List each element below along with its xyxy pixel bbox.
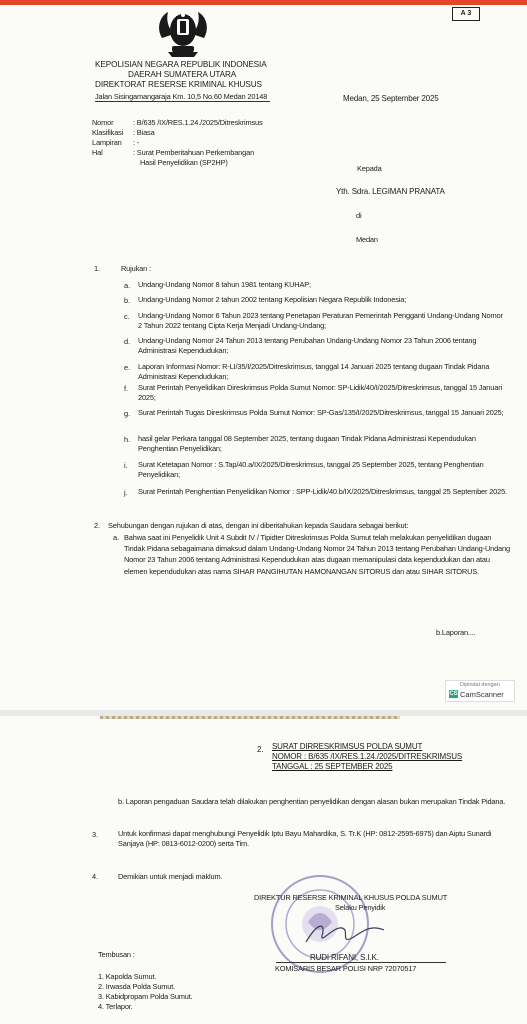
rujukan-bullet: h. — [124, 435, 131, 444]
rujukan-item: Undang-Undang Nomor 2 tahun 2002 tentang Kepolisian Negara Republik Indonesia; — [138, 295, 407, 304]
rujukan-bullet: j. — [124, 488, 128, 497]
torn-edge — [100, 716, 400, 719]
ref-header-line3: TANGGAL : 25 SEPTEMBER 2025 — [272, 762, 393, 771]
header-address: Jalan Sisingamangaraja Km. 10,5 No.60 Medan 20148 — [95, 92, 268, 101]
hal-value: : Surat Pemberitahuan Perkembangan — [133, 148, 255, 157]
signatory-rank: KOMISARIS BESAR POLISI NRP 72070517 — [275, 964, 417, 973]
rujukan-item: Surat Ketetapan Nomor : S.Tap/40.a/IX/2025/Ditreskrimsus, tanggal 25 September 2025, tentang Penghentian Penyelidikan; — [138, 460, 484, 479]
rujukan-bullet: f. — [124, 384, 129, 393]
letter-page-2 — [0, 716, 527, 1024]
signatory-name: RUDI RIFANI, S.I.K. — [310, 953, 379, 962]
nomor-value: : B/635 /IX/RES.1.24./2025/Ditreskrimsus — [133, 118, 263, 127]
page-mark: A 3 — [452, 7, 480, 21]
letter-page-1 — [0, 5, 527, 710]
section1-title: Rujukan : — [121, 264, 151, 273]
tembusan-item: 2. Irwasda Polda Sumut. — [98, 982, 176, 991]
page-number: 2. — [257, 745, 264, 754]
rujukan-bullet: g. — [124, 409, 131, 418]
rujukan-bullet: a. — [124, 281, 131, 290]
rujukan-bullet: e. — [124, 363, 131, 372]
rujukan-item: Surat Perintah Penghentian Penyelidikan Nomor : SPP-Lidik/40.b/IX/2025/Ditreskrimsus, tanggal 25 September 2025. — [138, 487, 507, 496]
hal-value-cont: Hasil Penyelidikan (SP2HP) — [140, 158, 228, 167]
hal-label: Hal — [92, 148, 103, 157]
header-rule — [95, 101, 270, 102]
item3-paragraph: Untuk konfirmasi dapat menghubungi Penyelidik Iptu Bayu Mahardika, S. Tr.K (HP: 0812-2595-6975) dan Aiptu Sunardi Sanjaya (HP: 0813-6012-0200) serta Tim. — [118, 829, 492, 848]
signatory-title: DIREKTUR RESERSE KRIMINAL KHUSUS POLDA SUMUT — [254, 893, 448, 902]
recipient-name: Yth. Sdra. LEGIMAN PRANATA — [336, 187, 445, 196]
rujukan-item: Undang-Undang Nomor 6 Tahun 2023 tentang Penetapan Peraturan Pemerintah Pengganti Undang-Undang Nomor 2 Tahun 2022 tentang Cipta Kerja Menjadi Undang-Undang; — [138, 311, 503, 330]
rujukan-bullet: c. — [124, 312, 130, 321]
recipient-city: Medan — [356, 235, 378, 244]
item3-number: 3. — [92, 830, 98, 839]
lampiran-value: : - — [133, 138, 140, 147]
section1-number: 1. — [94, 264, 100, 273]
rujukan-item: hasil gelar Perkara tanggal 08 September 2025, tentang dugaan Tindak Pidana Administrasi Kependudukan Penghentian Penyelidikan; — [138, 434, 476, 453]
item4-number: 4. — [92, 872, 98, 881]
recipient-di: di — [356, 211, 362, 220]
recipient-kepada: Kepada — [357, 164, 382, 173]
camscanner-watermark — [445, 680, 515, 702]
watermark-brand: CamScanner — [460, 690, 504, 699]
lampiran-label: Lampiran — [92, 138, 122, 147]
continued-note: b.Laporan.... — [436, 628, 476, 637]
signature-icon — [300, 918, 390, 950]
tembusan-item: 3. Kabidpropam Polda Sumut. — [98, 992, 193, 1001]
police-emblem-icon — [154, 8, 212, 58]
section2-number: 2. — [94, 521, 100, 530]
section2-paragraph: Bahwa saat ini Penyelidik Unit 4 Subdit IV / Tipidter Ditreskrimsus Polda Sumut telah melakukan penyelidikan dugaan Tindak Pidana sebagaimana dimaksud dalam Undang-Undang Nomor 24 Tahun 2013 tentang Perubahan Undang-Undang Nomor 23 Tahun 2006 tentang Administrasi Kependudukan atas dugaan memanipulasi data kependudukan dan atau elemen kependudukan atas nama SIHAR PANGIHUTAN HAMONANGAN SITORUS dan atau SIHAR SITORUS. — [124, 533, 510, 576]
klasifikasi-value: : Biasa — [133, 128, 155, 137]
letter-date: Medan, 25 September 2025 — [343, 94, 439, 103]
rujukan-bullet: d. — [124, 337, 131, 346]
rujukan-item: Undang-Undang Nomor 24 Tahun 2013 tentang Perubahan Undang-Undang Nomor 23 Tahun 2006 tentang Administrasi Kependudukan; — [138, 336, 477, 355]
item-b-paragraph: b. Laporan pengaduan Saudara telah dilakukan penghentian penyelidikan dengan alasan bukan merupakan Tindak Pidana. — [118, 797, 506, 806]
header-directorate: DIREKTORAT RESERSE KRIMINAL KHUSUS — [95, 80, 262, 89]
section2-bullet: a. — [113, 533, 120, 542]
klasifikasi-label: Klasifikasi — [92, 128, 124, 137]
ref-header-line1: SURAT DIRRESKRIMSUS POLDA SUMUT — [272, 742, 423, 751]
watermark-caption: Dipindai dengan — [460, 682, 500, 688]
signatory-subtitle: Selaku Penyidik — [335, 903, 386, 912]
rujukan-bullet: b. — [124, 296, 131, 305]
tembusan-item: 1. Kapolda Sumut. — [98, 972, 157, 981]
rujukan-item: Laporan Informasi Nomor: R-LI/35/I/2025/Ditreskrimsus, tanggal 14 Januari 2025 tentang dugaan Tindak Pidana Administrasi Kependudukan; — [138, 362, 490, 381]
rujukan-item: Undang-Undang Nomor 8 tahun 1981 tentang KUHAP; — [138, 280, 311, 289]
section2-intro: Sehubungan dengan rujukan di atas, dengan ini diberitahukan kepada Saudara sebagai berikut: — [108, 521, 409, 530]
header-institution: KEPOLISIAN NEGARA REPUBLIK INDONESIA — [95, 60, 267, 69]
tembusan-title: Tembusan : — [98, 950, 135, 959]
rujukan-item: Surat Perintah Penyelidikan Direskrimsus Polda Sumut Nomor: SP-Lidik/40/I/2025/Ditreskrimsus, tanggal 15 Januari 2025; — [138, 383, 502, 402]
nomor-label: Nomor — [92, 118, 114, 127]
rujukan-item: Surat Perintah Tugas Direskrimsus Polda Sumut Nomor: SP-Gas/135/I/2025/Ditreskrimsus, tanggal 15 Januari 2025; — [138, 408, 504, 417]
header-region: DAERAH SUMATERA UTARA — [128, 70, 237, 79]
rujukan-bullet: i. — [124, 461, 128, 470]
camscanner-logo-icon: CS — [449, 691, 458, 697]
item4-text: Demikian untuk menjadi maklum. — [118, 872, 223, 881]
signature-rule — [276, 962, 446, 963]
ref-header-line2: NOMOR : B/635 /IX/RES.1.24./2025/DITRESKRIMSUS — [272, 752, 463, 761]
tembusan-item: 4. Terlapor. — [98, 1002, 133, 1011]
